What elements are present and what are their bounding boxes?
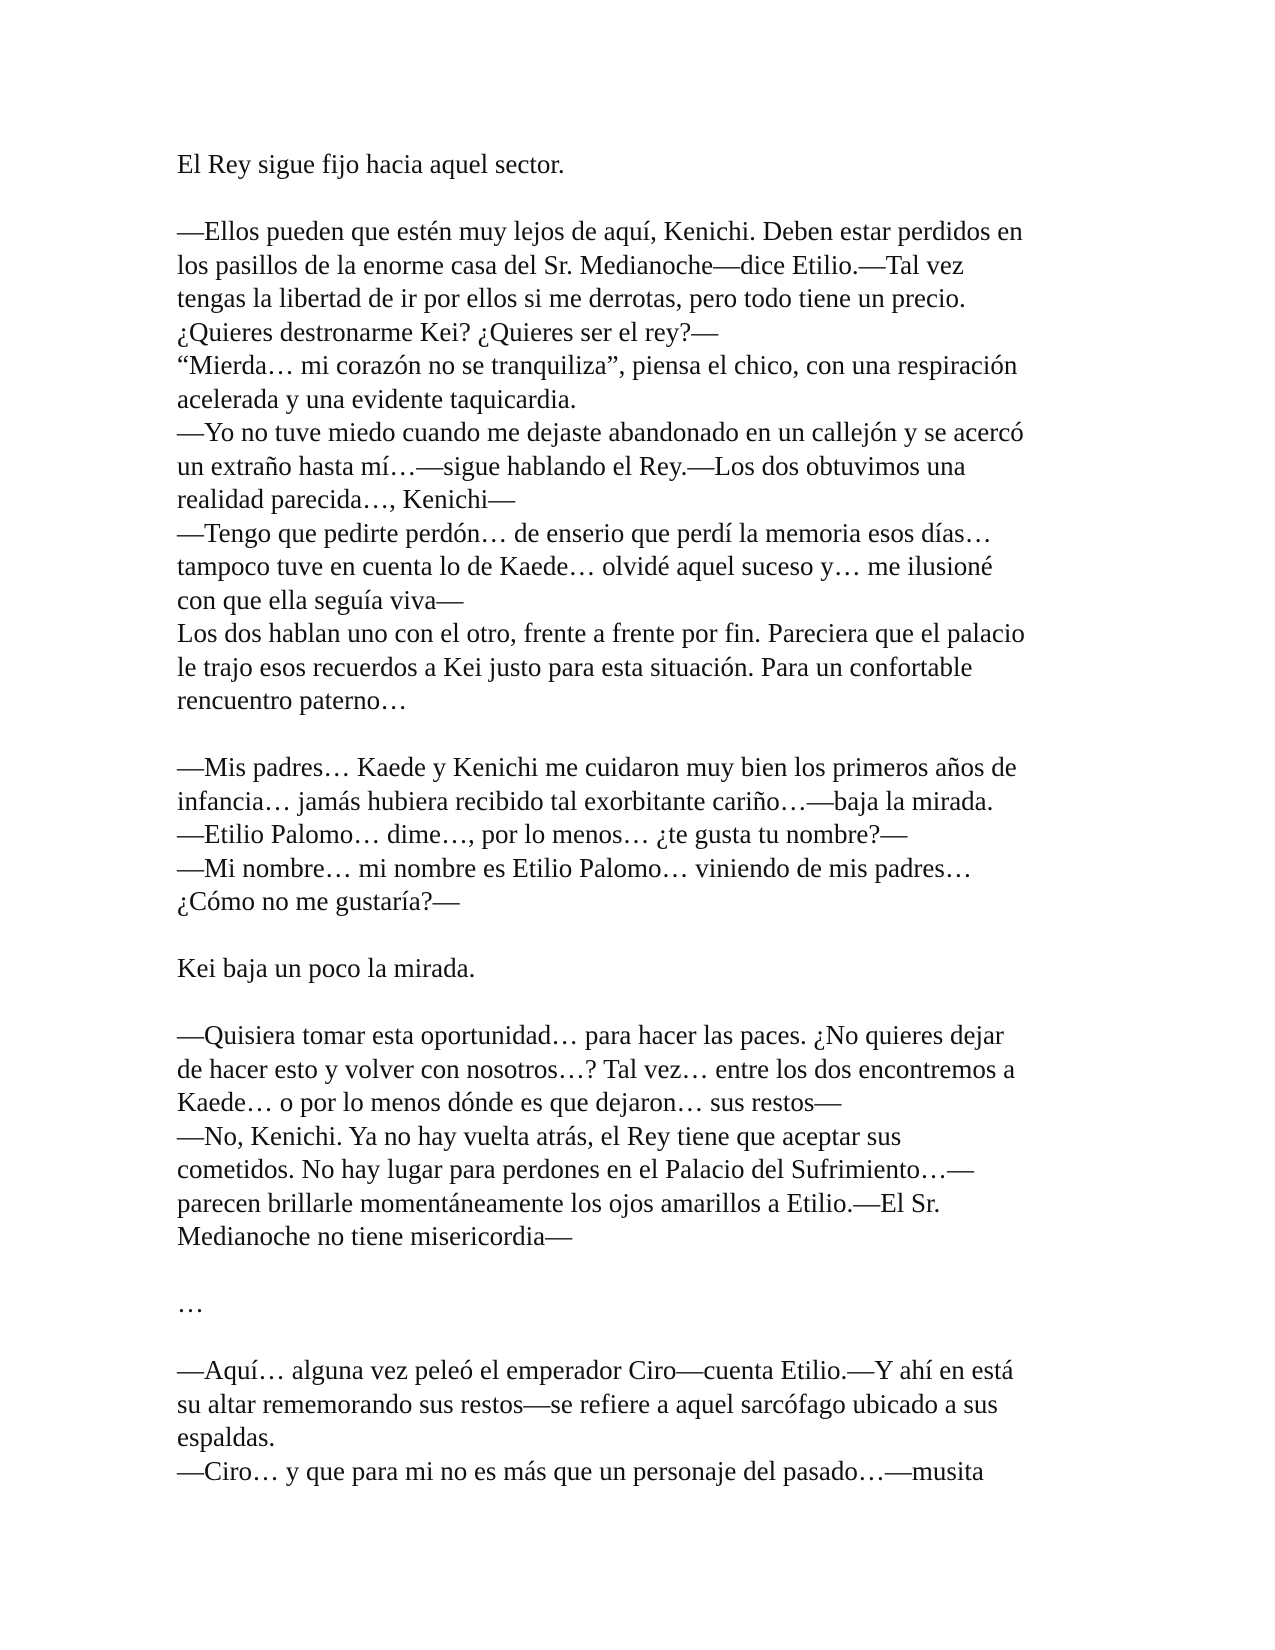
text-line: Medianoche no tiene misericordia— <box>177 1221 573 1251</box>
text-line: —Mis padres… Kaede y Kenichi me cuidaron muy bien los primeros años de <box>177 752 1017 782</box>
text-line: le trajo esos recuerdos a Kei justo para esta situación. Para un confortable <box>177 651 973 682</box>
text-line: su altar rememorando sus restos—se refiere a aquel sarcófago ubicado a sus <box>177 1388 998 1419</box>
blank-line <box>177 1254 1117 1288</box>
text-line: —Ellos pueden que estén muy lejos de aquí, Kenichi. Deben estar perdidos en <box>177 216 1023 246</box>
text-line: El Rey sigue fijo hacia aquel sector. <box>177 149 565 179</box>
blank-line <box>177 718 1117 752</box>
body-text <box>177 148 1117 1488</box>
text-line: “Mierda… mi corazón no se tranquiliza”, piensa el chico, con una respiración <box>177 350 1018 380</box>
text-line: —Etilio Palomo… dime…, por lo menos… ¿te gusta tu nombre?— <box>177 819 908 849</box>
text-line: ¿Cómo no me gustaría?— <box>177 886 460 916</box>
text-line: —Mi nombre… mi nombre es Etilio Palomo… viniendo de mis padres… <box>177 852 972 883</box>
blank-line <box>177 986 1117 1020</box>
text-line: Kei baja un poco la mirada. <box>177 953 476 983</box>
blank-line <box>177 1321 1117 1355</box>
text-line: —No, Kenichi. Ya no hay vuelta atrás, el Rey tiene que aceptar sus <box>177 1120 902 1151</box>
scene-break-ellipsis: … <box>177 1288 204 1318</box>
text-line: infancia… jamás hubiera recibido tal exorbitante cariño…—baja la mirada. <box>177 785 994 816</box>
text-line: los pasillos de la enorme casa del Sr. Medianoche—dice Etilio.—Tal vez <box>177 249 964 280</box>
text-line: —Yo no tuve miedo cuando me dejaste abandonado en un callejón y se acercó <box>177 417 1024 447</box>
text-line: —Quisiera tomar esta oportunidad… para hacer las paces. ¿No quieres dejar <box>177 1020 1004 1050</box>
text-line: de hacer esto y volver con nosotros…? Tal vez… entre los dos encontremos a <box>177 1053 1016 1084</box>
text-line: espaldas. <box>177 1422 276 1452</box>
text-line: —Aquí… alguna vez peleó el emperador Ciro—cuenta Etilio.—Y ahí en está <box>177 1355 1014 1385</box>
blank-line <box>177 182 1117 216</box>
text-line: realidad parecida…, Kenichi— <box>177 484 516 514</box>
text-line: ¿Quieres destronarme Kei? ¿Quieres ser el rey?— <box>177 316 719 347</box>
blank-line <box>177 919 1117 953</box>
text-line: con que ella seguía viva— <box>177 584 464 615</box>
text-line: parecen brillarle momentáneamente los ojos amarillos a Etilio.—El Sr. <box>177 1187 941 1218</box>
text-line: cometidos. No hay lugar para perdones en el Palacio del Sufrimiento…— <box>177 1154 975 1184</box>
text-line: un extraño hasta mí…—sigue hablando el Rey.—Los dos obtuvimos una <box>177 450 966 481</box>
text-line: tengas la libertad de ir por ellos si me derrotas, pero todo tiene un precio. <box>177 283 966 313</box>
text-line: rencuentro paterno… <box>177 685 408 715</box>
text-line: —Tengo que pedirte perdón… de enserio que perdí la memoria esos días… <box>177 517 992 548</box>
text-line: Kaede… o por lo menos dónde es que dejaron… sus restos— <box>177 1087 842 1117</box>
text-line: Los dos hablan uno con el otro, frente a frente por fin. Pareciera que el palacio <box>177 618 1025 648</box>
text-line: —Ciro… y que para mi no es más que un personaje del pasado…—musita <box>177 1455 984 1486</box>
text-line: tampoco tuve en cuenta lo de Kaede… olvidé aquel suceso y… me ilusioné <box>177 551 993 581</box>
text-line: acelerada y una evidente taquicardia. <box>177 383 577 414</box>
